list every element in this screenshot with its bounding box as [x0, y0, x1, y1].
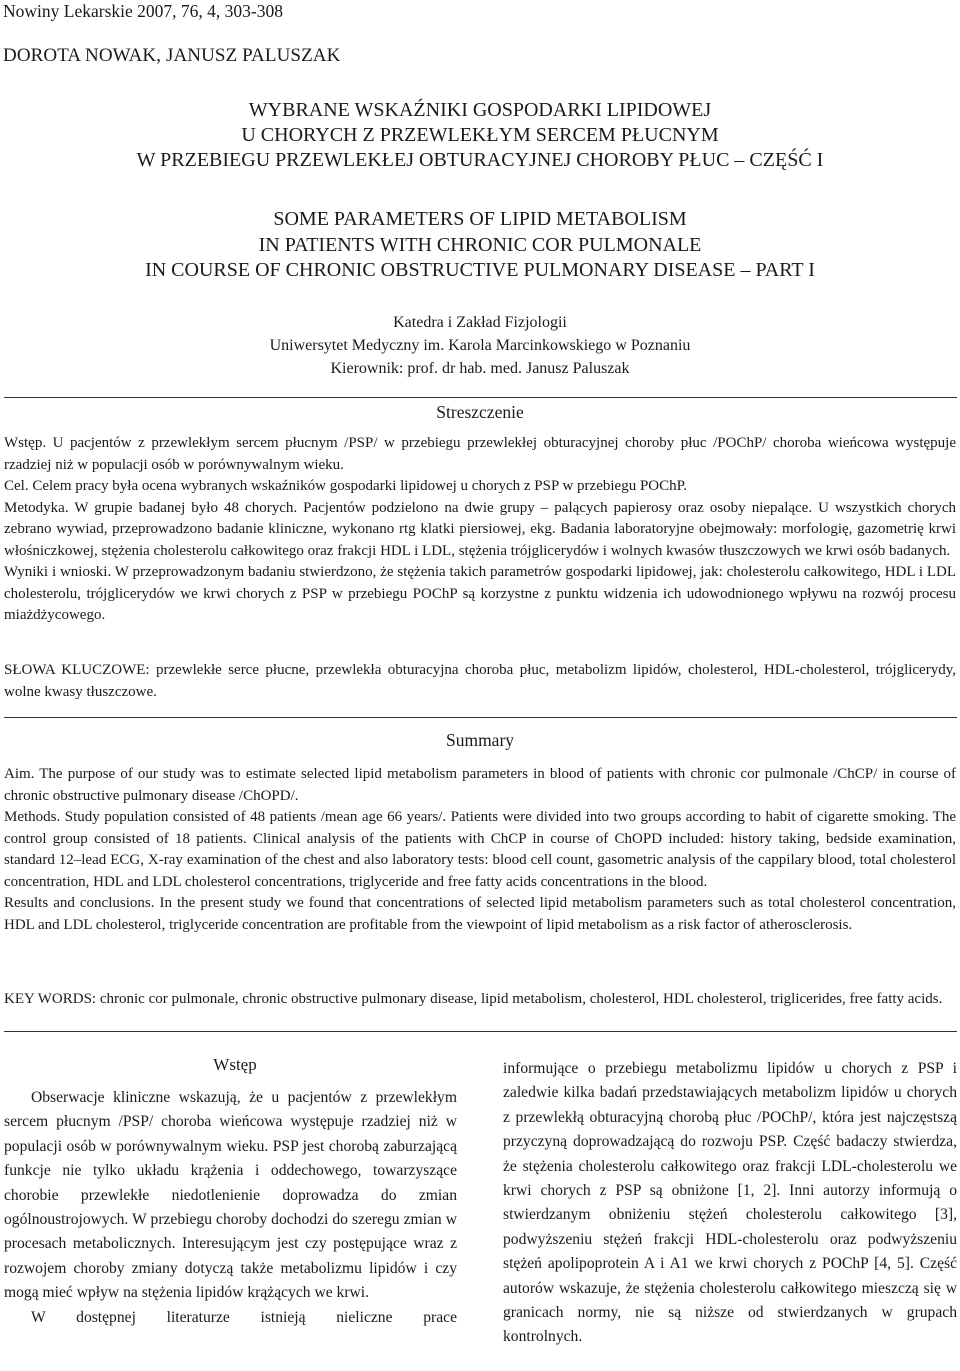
divider-summary-top — [4, 717, 957, 718]
summary-methods: Methods. Study population consisted of 48 patients /mean age 66 years/. Patients were divided into two groups according to habit of cigarette smoking. The control group consisted of 18 patients. Clinical analysis of the patients with ChCP in course of ChOPD included: history taking, bedside examination, standard 12–lead ECG, X-ray examination of the chest and also laboratory tests: blood cell count, gasometric analysis of the cappilary blood, total cholesterol concentration, HDL and LDL cholesterol concentrations, triglyceride and free fatty acids concentrations in the blood. — [4, 809, 956, 890]
summary-aim: Aim. The purpose of our study was to estimate selected lipid metabolism parameters in blood of patients with chronic cor pulmonale /ChCP/ in course of chronic obstructive pulmonary disease /ChOPD/. — [4, 766, 956, 804]
streszczenie-heading: Streszczenie — [436, 402, 524, 422]
authors: DOROTA NOWAK, JANUSZ PALUSZAK — [3, 45, 341, 66]
summary-keywords-block — [4, 989, 956, 1011]
body-left-paragraph: W dostępnej literaturze istnieją nieliczne prace — [31, 1308, 457, 1326]
body-right-paragraph: informujące o przebiegu metabolizmu lipidów u chorych z PSP i zaledwie kilka badań przedstawiających metabolizm lipidów u chorych z przewlekłą obturacyjną chorobą płuc /POChP/, która jest najczęstszą przyczyną doprowadzającą do rozwoju PSP. Część badaczy stwierdza, że stężenia cholesterolu całkowitego oraz frakcji LDL-cholesterolu we krwi chorych z PSP są obniżone [1, 2]. Inni autorzy informują o stwierdzanym obniżeniu stężeń cholesterolu całkowitego [3], podwyższeniu stężeń frakcji HDL-cholesterolu oraz podwyższeniu stężeń apolipoprotein A i A1 we krwi chorych z POChP [4, 5]. Część autorów wskazuje, że stężenia cholesterolu całkowitego mieszczą się w granicach normy, nie są niższe od stwierdzanych w grupach kontrolnych. — [503, 1060, 957, 1346]
divider-streszczenie — [4, 397, 957, 398]
title-polish-line: W PRZEBIEGU PRZEWLEKŁEJ OBTURACYJNEJ CHOROBY PŁUC – CZĘŚĆ I — [136, 149, 824, 171]
summary-keywords: KEY WORDS: chronic cor pulmonale, chronic obstructive pulmonary disease, lipid metabolism, cholesterol, HDL cholesterol, triglicerides, free fatty acids. — [4, 991, 943, 1007]
journal-citation: Nowiny Lekarskie 2007, 76, 4, 303-308 — [3, 1, 283, 21]
body-left-paragraph: Obserwacje kliniczne wskazują, że u pacjentów z przewlekłym sercem płucnym /PSP/ choroba wieńcowa występuje rzadziej niż w populacji osób w porównywalnym wieku. PSP jest chorobą zaburzającą funkcje nie tylko układu krążenia i oddechowego, towarzyszące chorobie przewlekłe niedotlenienie doprowadza do zmian ogólnoustrojowych. W przebiegu choroby dochodzi do szeregu zmian w procesach metabolicznych. Interesującym jest czy postępujące wraz z rozwojem choroby zmiany dotyczą także metabolizmu lipidów i czy mogą mieć wpływ na stężenia lipidów krążących we krwi. — [4, 1089, 457, 1302]
affiliation-line: Katedra i Zakład Fizjologii — [393, 314, 567, 331]
title-english-line: SOME PARAMETERS OF LIPID METABOLISM — [273, 208, 687, 230]
title-polish-line: WYBRANE WSKAŹNIKI GOSPODARKI LIPIDOWEJ — [248, 99, 712, 121]
body-right-column — [503, 1057, 957, 1350]
title-english-line: IN PATIENTS WITH CHRONIC COR PULMONALE — [258, 233, 702, 256]
title-polish-line: U CHORYCH Z PRZEWLEKŁYM SERCEM PŁUCNYM — [241, 124, 719, 146]
affiliation-line: Kierownik: prof. dr hab. med. Janusz Paluszak — [330, 360, 630, 377]
streszczenie-body — [4, 433, 956, 627]
title-english-line: IN COURSE OF CHRONIC OBSTRUCTIVE PULMONARY DISEASE – PART I — [145, 259, 815, 281]
summary-heading: Summary — [445, 730, 515, 750]
streszczenie-keywords: SŁOWA KLUCZOWE: przewlekłe serce płucne, przewlekła obturacyjna choroba płuc, metabolizm lipidów, cholesterol, HDL-cholesterol, trójglicerydy, wolne kwasy tłuszczowe. — [4, 662, 956, 700]
affiliation-line: Uniwersytet Medyczny im. Karola Marcinkowskiego w Poznaniu — [269, 337, 691, 354]
affiliation — [0, 311, 960, 380]
summary-results: Results and conclusions. In the present study we found that concentrations of selected lipid metabolism parameters such as total cholesterol concentration, HDL and LDL cholesterol, triglyceride concentration are profitable from the viewpoint of lipid metabolism as a risk factor of atherosclerosis. — [4, 895, 956, 933]
streszczenie-cel: Cel. Celem pracy była ocena wybranych wskaźników gospodarki lipidowej u chorych z PSP w przebiegu POChP. — [4, 478, 688, 494]
body-heading-wstep: Wstęp — [213, 1055, 257, 1074]
title-polish — [0, 98, 960, 173]
divider-summary-bottom — [4, 1031, 957, 1032]
streszczenie-wyniki: Wyniki i wnioski. W przeprowadzonym badaniu stwierdzono, że stężenia takich parametrów gospodarki lipidowej, jak: cholesterolu całkowitego, HDL i LDL cholesterolu, trójglicerydów we krwi chorych z PSP w przebiegu POChP są korzystne z punktu widzenia ich udowodnionego wpływu na rozwój procesu miażdżycowego. — [4, 564, 956, 623]
summary-body — [4, 764, 956, 936]
streszczenie-metodyka: Metodyka. W grupie badanej było 48 chorych. Pacjentów podzielono na dwie grupy – palących papierosy oraz osoby niepalące. U wszystkich chorych zebrano wywiad, przeprowadzono badanie kliniczne, wykonano rtg klatki piersiowej, ekg. Badania laboratoryjne obejmowały: morfologię, gazometrię krwi włośniczkowej, stężenia cholesterolu całkowitego oraz frakcji HDL i LDL, stężenia trójglicerydów i wolnych kwasów tłuszczowych we krwi osób badanych. — [4, 499, 956, 559]
title-english — [0, 207, 960, 284]
body-left-column — [4, 1086, 457, 1330]
streszczenie-keywords-block — [4, 660, 956, 703]
streszczenie-wstep: Wstęp. U pacjentów z przewlekłym sercem płucnym /PSP/ w przebiegu przewlekłej obturacyjnej choroby płuc /POChP/ choroba wieńcowa występuje rzadziej niż w populacji osób w porównywalnym wieku. — [4, 435, 956, 473]
